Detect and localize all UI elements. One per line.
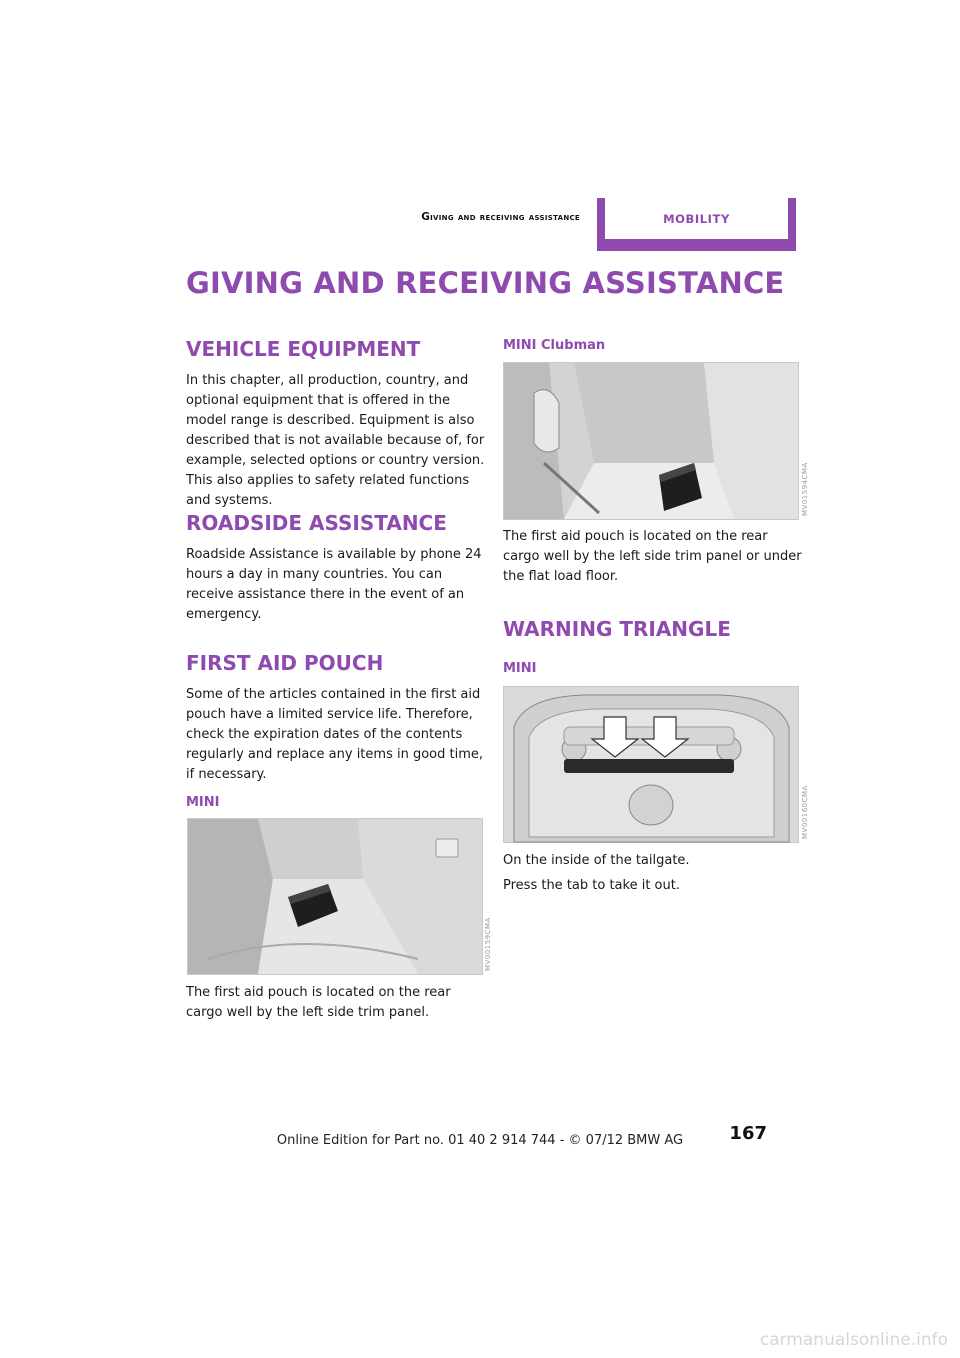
cargo-area-illustration [188, 819, 482, 974]
caption-tailgate-location: On the inside of the tailgate. [503, 853, 690, 868]
running-header-section: Giving and receiving assistance [421, 211, 580, 223]
heading-vehicle-equipment: VEHICLE EQUIPMENT [186, 337, 421, 361]
text-first-aid-pouch: Some of the articles contained in the first aid pouch have a limited service life. Therefore, check the expiration dates of the contents regularly and replace any items in good time, if necessary. [186, 687, 484, 782]
watermark: carmanualsonline.info [759, 1330, 948, 1350]
chapter-label: MOBILITY [663, 211, 730, 226]
chapter-tab [597, 198, 796, 251]
heading-roadside-assistance: ROADSIDE ASSISTANCE [186, 511, 447, 535]
chapter-tab-label [605, 198, 788, 239]
caption-mini-first-aid: The first aid pouch is located on the rear cargo well by the left side trim panel. [186, 985, 451, 1020]
figure-code: MV00159CMA [484, 917, 492, 971]
tailgate-illustration [504, 687, 798, 842]
subheading-mini-first-aid: MINI [186, 795, 220, 810]
figure-code: MV01594CMA [801, 462, 809, 516]
page-number: 167 [729, 1123, 767, 1144]
caption-clubman-first-aid: The first aid pouch is located on the rear cargo well by the left side trim panel or under the flat load floor. [503, 529, 802, 584]
subheading-mini-warning-triangle: MINI [503, 661, 537, 676]
figure-code: MV00160CMA [801, 785, 809, 839]
clubman-cargo-illustration [504, 363, 798, 519]
figure-mini-tailgate-warning-triangle [503, 686, 809, 843]
heading-warning-triangle: WARNING TRIANGLE [503, 617, 731, 641]
figure-clubman-cargo-first-aid [503, 362, 809, 520]
footer-edition: Online Edition for Part no. 01 40 2 914 744 - © 07/12 BMW AG [276, 1133, 684, 1148]
page-title: GIVING AND RECEIVING ASSISTANCE [186, 266, 785, 300]
text-roadside-assistance: Roadside Assistance is available by phone 24 hours a day in many countries. You can receive assistance there in the event of an emergency. [186, 547, 482, 622]
heading-first-aid-pouch: FIRST AID POUCH [186, 651, 384, 675]
text-vehicle-equipment: In this chapter, all production, country, and optional equipment that is offered in the model range is described. Equipment is also described that is not available because of, for example, selected options or country version. This also applies to safety related functions and systems. [186, 373, 485, 508]
subheading-mini-clubman: MINI Clubman [503, 338, 606, 353]
caption-tailgate-instruction: Press the tab to take it out. [503, 878, 680, 893]
figure-mini-cargo-first-aid [187, 818, 492, 975]
